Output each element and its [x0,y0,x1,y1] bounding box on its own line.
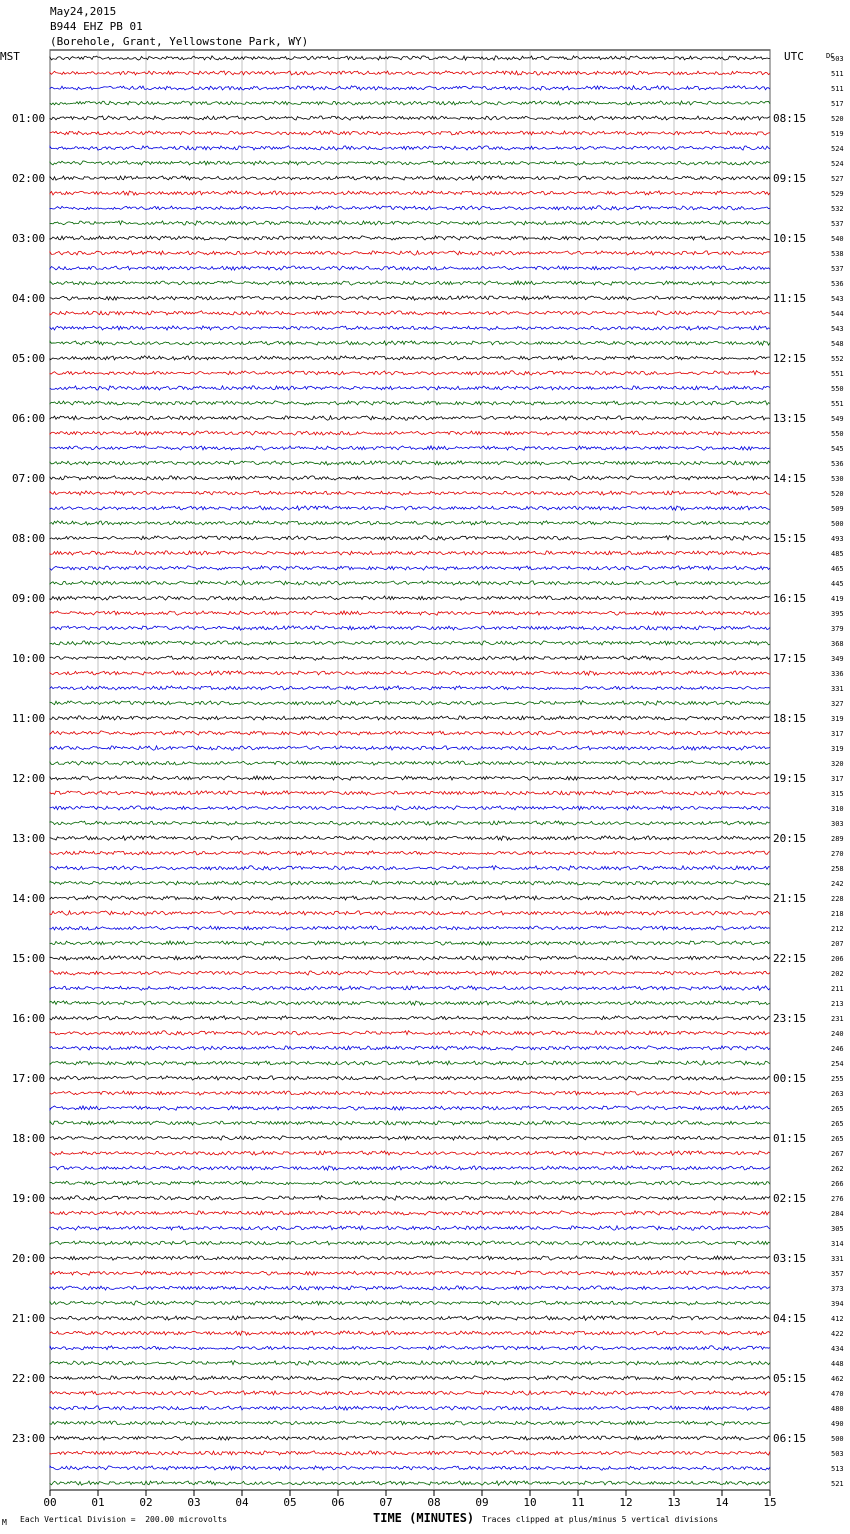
dc-offset-label: 317 [831,730,844,738]
utc-hour-label: 16:15 [773,592,807,605]
x-tick-label: 10 [523,1496,537,1509]
dc-offset-label: 202 [831,970,844,978]
trace-18 [50,311,770,315]
dc-offset-label: 289 [831,835,844,843]
trace-95 [50,1466,770,1470]
dc-offset-label: 527 [831,175,844,183]
dc-offset-label: 319 [831,745,844,753]
dc-offset-label: 218 [831,910,844,918]
dc-offset-label: 231 [831,1015,844,1023]
dc-offset-label: 513 [831,1465,844,1473]
x-tick-label: 11 [571,1496,585,1509]
trace-11 [50,206,770,210]
mst-hour-label: 02:00 [12,172,46,185]
trace-51 [50,806,770,810]
trace-40 [50,641,770,645]
trace-80 [50,1241,770,1245]
utc-hour-label: 00:15 [773,1072,807,1085]
trace-79 [50,1226,770,1230]
trace-8 [50,161,770,165]
dc-offset-label: 320 [831,760,844,768]
x-tick-label: 06 [331,1496,345,1509]
x-axis-title: TIME (MINUTES) [373,1511,475,1525]
trace-25 [50,416,770,420]
dc-offset-label: 395 [831,610,844,618]
trace-45 [50,716,770,720]
trace-91 [50,1406,770,1410]
mst-hour-label: 11:00 [12,712,46,725]
dc-offset-label: 536 [831,460,844,468]
trace-78 [50,1211,770,1215]
dc-offset-label: 373 [831,1285,844,1293]
trace-27 [50,446,770,450]
trace-66 [50,1031,770,1036]
dc-offset-label: 331 [831,685,844,693]
trace-76 [50,1181,770,1185]
mst-hour-label: 05:00 [12,352,46,365]
trace-5 [50,116,770,120]
dc-offset-label: 419 [831,595,844,603]
trace-39 [50,626,770,630]
mst-hour-label: 16:00 [12,1012,46,1025]
dc-offset-label: 521 [831,1480,844,1488]
dc-offset-label: 349 [831,655,844,663]
mst-hour-label: 15:00 [12,952,46,965]
trace-19 [50,326,770,330]
dc-offset-label: 500 [831,520,844,528]
dc-offset-label: 548 [831,340,844,348]
trace-81 [50,1256,770,1260]
trace-22 [50,371,770,375]
trace-65 [50,1016,770,1020]
dc-offset-label: 480 [831,1405,844,1413]
mst-hour-label: 03:00 [12,232,46,245]
dc-offset-label: 537 [831,220,844,228]
dc-offset-label: 524 [831,145,844,153]
trace-77 [50,1196,770,1201]
mst-hour-label: 18:00 [12,1132,46,1145]
chart-station: B944 EHZ PB 01 [50,20,143,33]
dc-offset-label: 394 [831,1300,844,1308]
dc-offset-label: 549 [831,415,844,423]
trace-4 [50,101,770,105]
dc-offset-label: 228 [831,895,844,903]
trace-90 [50,1391,770,1395]
trace-1 [50,56,770,60]
trace-88 [50,1361,770,1365]
trace-35 [50,566,770,570]
trace-69 [50,1076,770,1080]
dc-offset-label: 263 [831,1090,844,1098]
dc-offset-label: 211 [831,985,844,993]
trace-58 [50,911,770,915]
dc-offset-label: 524 [831,160,844,168]
mst-hour-label: 01:00 [12,112,46,125]
dc-offset-label: 265 [831,1105,844,1113]
x-tick-label: 09 [475,1496,489,1509]
dc-offset-label: 445 [831,580,844,588]
mst-hour-label: 09:00 [12,592,46,605]
dc-offset-label: 276 [831,1195,844,1203]
trace-38 [50,611,770,615]
dc-offset-label: 368 [831,640,844,648]
trace-89 [50,1376,770,1380]
dc-offset-label: 551 [831,370,844,378]
dc-offset-label: 357 [831,1270,844,1278]
seismic-traces [50,56,770,1485]
mst-hour-label: 17:00 [12,1072,46,1085]
dc-offset-label: 212 [831,925,844,933]
dc-offset-label: 551 [831,400,844,408]
trace-34 [50,551,770,555]
dc-offset-label: 503 [831,55,844,63]
dc-offset-label: 543 [831,325,844,333]
utc-hour-label: 17:15 [773,652,807,665]
corner-mark: M [2,1518,7,1527]
mst-hour-label: 04:00 [12,292,46,305]
dc-offset-label: 500 [831,1435,844,1443]
trace-92 [50,1421,770,1425]
trace-9 [50,176,770,180]
dc-offset-label: 327 [831,700,844,708]
dc-offset-label: 490 [831,1420,844,1428]
trace-52 [50,821,770,825]
dc-offset-label: 536 [831,280,844,288]
trace-96 [50,1481,770,1485]
dc-offset-label: 537 [831,265,844,273]
dc-offset-label: 485 [831,550,844,558]
mst-hour-label: 23:00 [12,1432,46,1445]
dc-offset-label: 265 [831,1120,844,1128]
dc-offset-label: 470 [831,1390,844,1398]
dc-offset-label: 422 [831,1330,844,1338]
dc-offset-label: 412 [831,1315,844,1323]
trace-74 [50,1151,770,1155]
x-tick-label: 13 [667,1496,681,1509]
trace-68 [50,1061,770,1065]
trace-2 [50,71,770,75]
trace-16 [50,281,770,285]
dc-offset-label: 520 [831,115,844,123]
x-tick-label: 08 [427,1496,441,1509]
utc-hour-label: 14:15 [773,472,807,485]
trace-56 [50,881,770,885]
dc-offset-label: 448 [831,1360,844,1368]
trace-29 [50,476,770,480]
utc-hour-label: 04:15 [773,1312,807,1325]
dc-offset-label: 520 [831,490,844,498]
utc-hour-label: 03:15 [773,1252,807,1265]
trace-87 [50,1346,770,1350]
trace-37 [50,596,770,600]
utc-hour-label: 19:15 [773,772,807,785]
utc-axis-label: UTC [784,50,804,63]
mst-hour-label: 07:00 [12,472,46,485]
dc-offset-label: 550 [831,430,844,438]
mst-axis-label: MST [0,50,20,63]
utc-hour-label: 08:15 [773,112,807,125]
trace-62 [50,971,770,975]
dc-offset-label: 517 [831,100,844,108]
dc-offset-label: 545 [831,445,844,453]
utc-hour-label: 21:15 [773,892,807,905]
trace-75 [50,1166,770,1170]
trace-82 [50,1271,770,1275]
axis-labels [12,55,844,1509]
dc-offset-label: 540 [831,235,844,243]
mst-hour-label: 20:00 [12,1252,46,1265]
dc-offset-label: 314 [831,1240,844,1248]
trace-23 [50,386,770,390]
trace-60 [50,941,770,945]
trace-26 [50,431,770,435]
mst-hour-label: 08:00 [12,532,46,545]
dc-offset-label: 532 [831,205,844,213]
dc-offset-label: 284 [831,1210,844,1218]
mst-hour-label: 14:00 [12,892,46,905]
dc-offset-label: 493 [831,535,844,543]
dc-offset-label: 462 [831,1375,844,1383]
x-tick-label: 15 [763,1496,777,1509]
clip-note: Traces clipped at plus/minus 5 vertical divisions [482,1515,719,1524]
mst-hour-label: 13:00 [12,832,46,845]
x-tick-label: 01 [91,1496,105,1509]
dc-offset-label: 262 [831,1165,844,1173]
dc-offset-label: 509 [831,505,844,513]
dc-offset-label: 511 [831,85,844,93]
trace-53 [50,836,770,840]
dc-offset-label: 465 [831,565,844,573]
trace-42 [50,671,770,675]
utc-hour-label: 01:15 [773,1132,807,1145]
trace-33 [50,536,770,541]
mst-hour-label: 21:00 [12,1312,46,1325]
trace-59 [50,926,770,930]
trace-94 [50,1451,770,1455]
utc-hour-label: 22:15 [773,952,807,965]
trace-30 [50,491,770,495]
trace-31 [50,506,770,510]
trace-13 [50,236,770,240]
trace-54 [50,851,770,855]
dc-offset-label: 213 [831,1000,844,1008]
dc-offset-label: 336 [831,670,844,678]
trace-61 [50,956,770,960]
dc-offset-label: 305 [831,1225,844,1233]
utc-hour-label: 12:15 [773,352,807,365]
trace-84 [50,1301,770,1305]
dc-offset-label: 240 [831,1030,844,1038]
dc-offset-label: 255 [831,1075,844,1083]
utc-hour-label: 23:15 [773,1012,807,1025]
trace-48 [50,761,770,765]
trace-73 [50,1136,770,1140]
utc-hour-label: 06:15 [773,1432,807,1445]
trace-41 [50,656,770,660]
trace-72 [50,1121,770,1125]
trace-15 [50,266,770,270]
trace-50 [50,791,770,795]
dc-offset-label: 315 [831,790,844,798]
trace-44 [50,701,770,706]
trace-71 [50,1106,770,1110]
dc-offset-label: 552 [831,355,844,363]
trace-7 [50,146,770,150]
trace-21 [50,356,770,360]
x-tick-label: 03 [187,1496,201,1509]
dc-offset-label: 503 [831,1450,844,1458]
trace-57 [50,896,770,900]
trace-86 [50,1331,770,1335]
x-tick-label: 12 [619,1496,633,1509]
utc-hour-label: 09:15 [773,172,807,185]
trace-43 [50,686,770,690]
trace-20 [50,341,770,345]
x-tick-label: 04 [235,1496,249,1509]
dc-offset-label: 519 [831,130,844,138]
dc-offset-label: 310 [831,805,844,813]
dc-offset-label: 529 [831,190,844,198]
trace-49 [50,776,770,780]
dc-offset-label: 254 [831,1060,844,1068]
dc-offset-label: 331 [831,1255,844,1263]
dc-offset-label: 511 [831,70,844,78]
trace-64 [50,1001,770,1005]
trace-46 [50,731,770,735]
trace-12 [50,221,770,225]
dc-offset-label: 543 [831,295,844,303]
utc-hour-label: 15:15 [773,532,807,545]
dc-offset-label: 265 [831,1135,844,1143]
trace-10 [50,191,770,195]
trace-28 [50,461,770,465]
dc-offset-label: 266 [831,1180,844,1188]
mst-hour-label: 10:00 [12,652,46,665]
scale-note: Each Vertical Division = 200.00 microvolts [20,1515,228,1524]
utc-hour-label: 18:15 [773,712,807,725]
trace-55 [50,866,770,871]
dc-offset-label: 242 [831,880,844,888]
x-tick-label: 05 [283,1496,297,1509]
utc-hour-label: 20:15 [773,832,807,845]
mst-hour-label: 19:00 [12,1192,46,1205]
trace-85 [50,1316,770,1320]
x-tick-label: 14 [715,1496,729,1509]
mst-hour-label: 22:00 [12,1372,46,1385]
trace-32 [50,521,770,525]
trace-63 [50,986,770,990]
x-tick-label: 07 [379,1496,393,1509]
trace-93 [50,1436,770,1440]
dc-offset-label: 530 [831,475,844,483]
utc-hour-label: 05:15 [773,1372,807,1385]
x-tick-label: 00 [43,1496,57,1509]
mst-hour-label: 12:00 [12,772,46,785]
dc-offset-label: 258 [831,865,844,873]
dc-offset-label: 206 [831,955,844,963]
trace-47 [50,746,770,750]
trace-67 [50,1046,770,1050]
trace-24 [50,401,770,405]
trace-83 [50,1286,770,1290]
utc-hour-label: 10:15 [773,232,807,245]
trace-36 [50,581,770,585]
dc-offset-label: 319 [831,715,844,723]
chart-location: (Borehole, Grant, Yellowstone Park, WY) [50,35,309,48]
trace-3 [50,86,770,90]
trace-17 [50,296,770,300]
dc-offset-label: 379 [831,625,844,633]
dc-offset-label: 544 [831,310,844,318]
dc-offset-label: 550 [831,385,844,393]
trace-6 [50,131,770,135]
dc-label: DC [826,52,835,60]
utc-hour-label: 13:15 [773,412,807,425]
trace-14 [50,251,770,255]
trace-70 [50,1091,770,1095]
dc-offset-label: 434 [831,1345,844,1353]
dc-offset-label: 303 [831,820,844,828]
mst-hour-label: 06:00 [12,412,46,425]
dc-offset-label: 317 [831,775,844,783]
x-tick-label: 02 [139,1496,153,1509]
utc-hour-label: 02:15 [773,1192,807,1205]
dc-offset-label: 267 [831,1150,844,1158]
utc-hour-label: 11:15 [773,292,807,305]
dc-offset-label: 246 [831,1045,844,1053]
dc-offset-label: 207 [831,940,844,948]
dc-offset-label: 538 [831,250,844,258]
dc-offset-label: 270 [831,850,844,858]
chart-date: May24,2015 [50,5,117,18]
